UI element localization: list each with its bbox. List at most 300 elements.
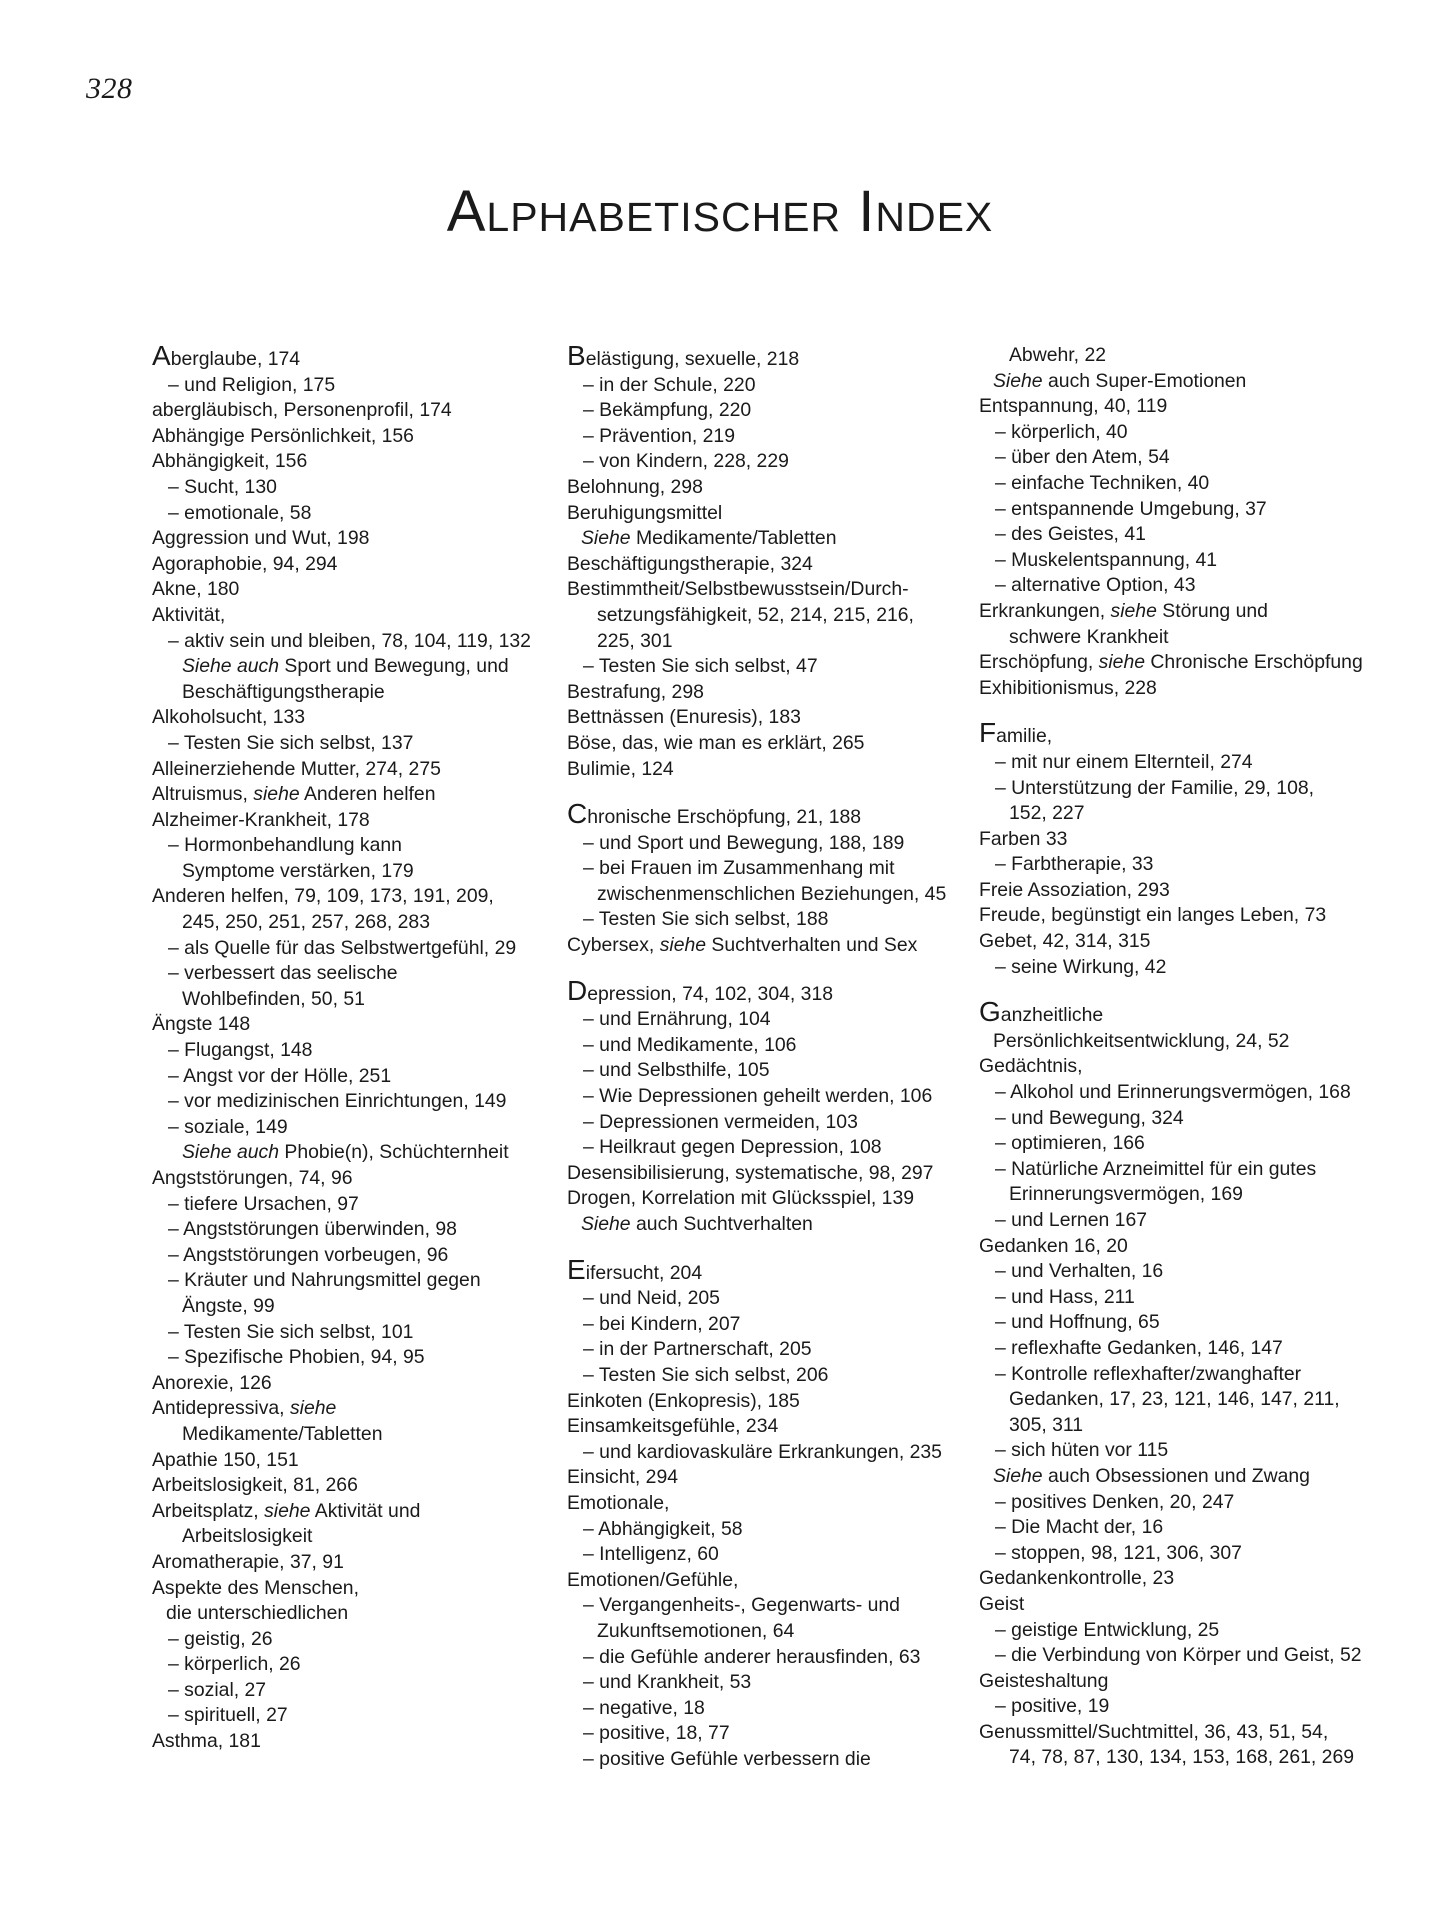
index-subentry (979, 1643, 1362, 1669)
entry-text: – in der Partnerschaft, 205 (583, 1338, 812, 1361)
index-entry (979, 1234, 1354, 1260)
index-subentry (979, 1259, 1354, 1285)
entry-text: – körperlich, 26 (168, 1653, 301, 1676)
page-number: 328 (86, 72, 133, 105)
entry-text: – und kardiovaskuläre Erkrankungen, 235 (583, 1440, 942, 1463)
index-subentry (567, 907, 942, 933)
entry-text: – Testen Sie sich selbst, 137 (168, 731, 414, 754)
index-entry (152, 398, 527, 424)
entry-text: – Sucht, 130 (168, 475, 277, 498)
entry-text: – optimieren, 166 (995, 1132, 1145, 1155)
entry-text: – Angststörungen vorbeugen, 96 (168, 1243, 449, 1266)
index-subentry (152, 373, 527, 399)
index-subentry (979, 445, 1354, 471)
index-subentry (979, 852, 1354, 878)
entry-text: Erinnerungsvermögen, 169 (1009, 1183, 1243, 1206)
entry-text: – Hormonbehandlung kann (168, 834, 402, 857)
entry-text: Abwehr, 22 (1009, 344, 1107, 366)
index-entry (152, 884, 527, 910)
cross-reference-label: Siehe auch (182, 655, 280, 678)
entry-text: – als Quelle für das Selbstwertgefühl, 29 (168, 936, 517, 959)
entry-text: Anderen helfen, 79, 109, 173, 191, 209, (152, 885, 494, 908)
entry-text: ifersucht, 204 (585, 1261, 703, 1284)
entry-text: Beruhigungsmittel (567, 501, 723, 524)
entry-text: – Testen Sie sich selbst, 188 (583, 908, 829, 931)
index-subentry (567, 1084, 942, 1110)
entry-text: – von Kindern, 228, 229 (583, 450, 789, 473)
entry-text: – Angst vor der Hölle, 251 (168, 1064, 392, 1087)
index-subentry (152, 833, 527, 859)
entry-text: – Prävention, 219 (583, 424, 736, 447)
entry-text: – spirituell, 27 (168, 1704, 288, 1727)
index-entry (152, 340, 527, 373)
index-subentry (979, 1618, 1354, 1644)
entry-text: – und Hoffnung, 65 (995, 1311, 1160, 1334)
entry-text: Emotionale, (567, 1491, 670, 1514)
index-entry (979, 599, 1354, 625)
index-entry (567, 1619, 942, 1645)
entry-text: 74, 78, 87, 130, 134, 153, 168, 261, 269 (1009, 1746, 1355, 1769)
index-entry (152, 603, 527, 629)
index-entry (567, 1253, 942, 1287)
index-subentry (567, 398, 942, 424)
cross-reference-label: siehe (1098, 651, 1146, 674)
index-subentry (567, 1007, 942, 1033)
index-entry (567, 340, 942, 373)
index-subentry (567, 1286, 942, 1312)
index-entry (152, 1550, 527, 1576)
index-subentry (152, 1064, 527, 1090)
entry-text: – geistig, 26 (168, 1627, 273, 1650)
index-subentry (979, 1106, 1354, 1132)
index-entry (979, 996, 1354, 1029)
index-subentry (152, 961, 527, 987)
index-entry (979, 1592, 1354, 1618)
entry-text: Desensibilisierung, systematische, 98, 297 (567, 1161, 934, 1184)
index-subentry (152, 629, 531, 655)
entry-text: Drogen, Korrelation mit Glücksspiel, 139 (567, 1187, 915, 1210)
index-subentry (152, 1089, 527, 1115)
entry-text: Geist (979, 1592, 1025, 1615)
entry-text: – positive, 18, 77 (583, 1722, 730, 1745)
index-entry (567, 757, 942, 783)
index-subentry (567, 856, 942, 882)
index-subentry (567, 1542, 942, 1568)
entry-text: – Kontrolle reflexhafter/zwanghafter (995, 1362, 1302, 1385)
index-entry (567, 577, 942, 603)
index-entry (152, 757, 527, 783)
index-entry (567, 475, 942, 501)
entry-text: amilie, (996, 725, 1053, 748)
entry-text: – und Lernen 167 (995, 1209, 1148, 1231)
index-subentry (567, 1517, 942, 1543)
entry-text: Wohlbefinden, 50, 51 (182, 987, 365, 1010)
index-subentry (567, 1721, 942, 1747)
entry-text: schwere Krankheit (1009, 625, 1169, 648)
index-subentry (979, 1310, 1354, 1336)
entry-text: elästigung, sexuelle, 218 (585, 348, 800, 370)
index-entry (152, 1294, 527, 1320)
index-subentry (979, 471, 1354, 497)
entry-text: – und Ernährung, 104 (583, 1008, 771, 1031)
entry-text: hronische Erschöpfung, 21, 188 (587, 806, 862, 829)
index-entry (567, 1465, 942, 1491)
entry-text: setzungsfähigkeit, 52, 214, 215, 216, (597, 603, 914, 626)
index-subentry (152, 1038, 527, 1064)
entry-text: Gedanken, 17, 23, 121, 146, 147, 211, (1009, 1388, 1340, 1411)
entry-text: – bei Frauen im Zusammenhang mit (583, 857, 895, 880)
index-subentry (567, 1440, 942, 1466)
index-subentry (979, 522, 1354, 548)
index-subentry (567, 1593, 942, 1619)
index-subentry (152, 1268, 527, 1294)
entry-text: – positive Gefühle verbessern die (583, 1747, 871, 1770)
index-entry (567, 1186, 942, 1212)
index-entry (567, 1568, 942, 1594)
entry-text: Gedanken 16, 20 (979, 1234, 1128, 1257)
entry-text: Bestrafung, 298 (567, 680, 704, 703)
index-subentry (567, 831, 942, 857)
entry-text: Alzheimer-Krankheit, 178 (152, 808, 370, 831)
index-entry (152, 526, 527, 552)
index-subentry (152, 1678, 527, 1704)
index-entry (979, 1029, 1354, 1055)
section-initial: A (152, 340, 171, 371)
entry-text: Altruismus, (152, 783, 254, 806)
index-subentry (152, 731, 527, 757)
index-entry (567, 798, 942, 831)
index-subentry (979, 573, 1354, 599)
index-subentry (152, 1627, 527, 1653)
page-title: Alphabetischer Index (446, 179, 994, 244)
index-entry (152, 1499, 527, 1525)
entry-text: – Alkohol und Erinnerungsvermögen, 168 (995, 1081, 1351, 1104)
entry-text: Anderen helfen (299, 783, 436, 806)
entry-text: – über den Atem, 54 (995, 446, 1170, 469)
index-column-1 (152, 340, 531, 1755)
entry-text: – körperlich, 40 (995, 420, 1128, 443)
entry-text: Aktivität, (152, 603, 226, 626)
entry-text: epression, 74, 102, 304, 318 (587, 982, 834, 1005)
index-subentry (979, 1131, 1354, 1157)
index-subentry (567, 373, 942, 399)
entry-text: Zukunftsemotionen, 64 (597, 1619, 795, 1642)
index-entry (152, 705, 527, 731)
section-initial: G (979, 996, 1001, 1028)
entry-text: Aktivität und (310, 1499, 421, 1522)
index-subentry (567, 1312, 942, 1338)
entry-text: Alleinerziehende Mutter, 274, 275 (152, 757, 441, 780)
index-subentry (567, 1645, 942, 1671)
index-entry (567, 552, 942, 578)
index-subentry (567, 1033, 942, 1059)
index-subentry (979, 776, 1354, 802)
entry-text: – des Geistes, 41 (995, 523, 1146, 546)
entry-text: – die Verbindung von Körper und Geist, 52 (995, 1644, 1362, 1667)
entry-text: Phobie(n), Schüchternheit (279, 1141, 509, 1164)
index-subentry (152, 475, 527, 501)
index-subentry (979, 1336, 1354, 1362)
entry-text: – und Selbsthilfe, 105 (583, 1059, 770, 1082)
index-subentry (152, 1192, 527, 1218)
cross-reference-label: Siehe auch (182, 1141, 280, 1164)
index-entry (979, 929, 1354, 955)
index-subentry (152, 1217, 527, 1243)
cross-reference-label: Siehe (581, 527, 631, 550)
entry-text: Beschäftigungstherapie, 324 (567, 552, 813, 575)
entry-text: Angststörungen, 74, 96 (152, 1167, 353, 1189)
entry-text: – und Bewegung, 324 (995, 1106, 1184, 1129)
entry-text: Farben 33 (979, 827, 1068, 850)
entry-text: – tiefere Ursachen, 97 (168, 1192, 359, 1215)
index-subentry (567, 449, 942, 475)
entry-text: – geistige Entwicklung, 25 (995, 1618, 1220, 1641)
entry-text: – reflexhafte Gedanken, 146, 147 (995, 1336, 1283, 1359)
index-entry (979, 369, 1354, 395)
index-entry (152, 1448, 527, 1474)
entry-text: Symptome verstärken, 179 (182, 859, 414, 882)
entry-text: Apathie 150, 151 (152, 1448, 299, 1471)
entry-text: Ängste, 99 (182, 1294, 275, 1317)
index-entry (567, 731, 942, 757)
index-subentry (567, 1696, 942, 1722)
entry-text: Bettnässen (Enuresis), 183 (567, 706, 801, 729)
entry-text: – und Krankheit, 53 (583, 1671, 752, 1694)
index-subentry (152, 1243, 527, 1269)
entry-text: Aromatherapie, 37, 91 (152, 1550, 344, 1573)
entry-text: – die Gefühle anderer herausfinden, 63 (583, 1645, 921, 1668)
index-column-3 (979, 343, 1363, 1771)
index-subentry (567, 1058, 942, 1084)
entry-text: Erschöpfung, (979, 651, 1099, 674)
index-entry (979, 903, 1354, 929)
entry-text: – mit nur einem Elternteil, 274 (995, 750, 1253, 773)
entry-text: – Spezifische Phobien, 94, 95 (168, 1346, 425, 1369)
entry-text: – vor medizinischen Einrichtungen, 149 (168, 1090, 507, 1113)
entry-text: Arbeitsplatz, (152, 1499, 265, 1522)
index-subentry (979, 955, 1354, 981)
entry-text: auch Suchtverhalten (630, 1213, 813, 1235)
index-subentry (152, 501, 527, 527)
index-entry (979, 625, 1354, 651)
cross-reference-label: siehe (289, 1397, 337, 1420)
index-entry (979, 878, 1354, 904)
entry-text: Asthma, 181 (152, 1730, 261, 1753)
index-entry (152, 424, 527, 450)
entry-text: abergläubisch, Personenprofil, 174 (152, 399, 452, 422)
index-entry (152, 782, 527, 808)
entry-text: Aggression und Wut, 198 (152, 527, 370, 550)
entry-text: – aktiv sein und bleiben, 78, 104, 119, 132 (168, 629, 531, 652)
index-subentry (152, 1652, 527, 1678)
index-entry (152, 987, 527, 1013)
entry-text: – Testen Sie sich selbst, 47 (583, 655, 818, 678)
entry-text: Bulimie, 124 (567, 757, 674, 780)
index-subentry (567, 654, 942, 680)
index-subentry (979, 1438, 1354, 1464)
index-subentry (979, 1080, 1354, 1106)
entry-text: Medikamente/Tabletten (630, 527, 837, 550)
index-entry (567, 1212, 942, 1238)
index-entry (979, 717, 1354, 750)
entry-text: – Depressionen vermeiden, 103 (583, 1110, 858, 1133)
index-entry (152, 1473, 527, 1499)
index-subentry (152, 1345, 527, 1371)
entry-text: Erkrankungen, (979, 599, 1111, 622)
index-subentry (979, 420, 1354, 446)
index-subentry (979, 1490, 1354, 1516)
index-subentry (979, 1694, 1354, 1720)
index-subentry (567, 1363, 942, 1389)
entry-text: Antidepressiva, (152, 1397, 290, 1420)
index-entry (979, 650, 1363, 676)
index-entry (152, 552, 527, 578)
entry-text: Akne, 180 (152, 578, 240, 601)
entry-text: – Intelligenz, 60 (583, 1543, 719, 1566)
entry-text: – positive, 19 (995, 1695, 1110, 1718)
index-entry (152, 808, 527, 834)
index-entry (979, 801, 1354, 827)
entry-text: – und Medikamente, 106 (583, 1033, 797, 1056)
index-subentry (979, 1541, 1354, 1567)
index-entry (979, 1387, 1354, 1413)
entry-text: Abhängigkeit, 156 (152, 450, 308, 473)
entry-text: – in der Schule, 220 (583, 373, 756, 396)
entry-text: – seine Wirkung, 42 (995, 955, 1167, 978)
entry-text: anzheitliche (1000, 1004, 1104, 1027)
index-subentry (567, 1135, 942, 1161)
entry-text: zwischenmenschlichen Beziehungen, 45 (597, 882, 947, 905)
index-subentry (567, 1337, 942, 1363)
cross-reference-label: Siehe (993, 369, 1043, 392)
index-subentry (979, 497, 1354, 523)
entry-text: – Heilkraut gegen Depression, 108 (583, 1136, 882, 1159)
index-entry (979, 394, 1354, 420)
entry-text: Einsicht, 294 (567, 1466, 679, 1489)
index-subentry (152, 1703, 527, 1729)
index-column-2 (567, 340, 947, 1772)
entry-text: – und Verhalten, 16 (995, 1260, 1164, 1283)
cross-reference-label: siehe (659, 934, 707, 957)
entry-text: auch Super-Emotionen (1042, 369, 1247, 392)
entry-text: – Angststörungen überwinden, 98 (168, 1218, 457, 1241)
entry-text: Exhibitionismus, 228 (979, 676, 1157, 699)
section-initial: E (567, 1253, 586, 1285)
entry-text: – entspannende Umgebung, 37 (995, 497, 1267, 520)
index-subentry (979, 1208, 1354, 1234)
index-entry (567, 526, 942, 552)
entry-text: – emotionale, 58 (168, 501, 312, 524)
cross-reference-label: siehe (1110, 599, 1157, 622)
index-entry (152, 654, 527, 680)
index-subentry (979, 1285, 1354, 1311)
entry-text: – Vergangenheits-, Gegenwarts- und (583, 1594, 900, 1617)
index-entry (567, 933, 942, 959)
entry-text: Arbeitslosigkeit, 81, 266 (152, 1474, 358, 1497)
entry-text: 245, 250, 251, 257, 268, 283 (182, 911, 430, 934)
entry-text: Bestimmtheit/Selbstbewusstsein/Durch- (567, 578, 909, 601)
index-subentry (152, 1115, 527, 1141)
entry-text: – Unterstützung der Familie, 29, 108, (995, 776, 1315, 799)
entry-text: – Abhängigkeit, 58 (583, 1517, 743, 1540)
entry-text: – Testen Sie sich selbst, 101 (168, 1320, 414, 1343)
entry-text: Cybersex, (567, 934, 660, 957)
index-entry (152, 577, 527, 603)
index-entry (152, 1524, 527, 1550)
entry-text: – bei Kindern, 207 (583, 1312, 741, 1335)
entry-text: Freie Assoziation, 293 (979, 878, 1170, 901)
index-entry (567, 1389, 942, 1415)
index-entry (567, 1414, 942, 1440)
entry-text: – und Religion, 175 (168, 373, 336, 396)
index-entry (152, 1729, 527, 1755)
index-entry (567, 603, 942, 629)
index-subentry (979, 750, 1354, 776)
entry-text: Arbeitslosigkeit (182, 1525, 313, 1548)
index-subentry (979, 548, 1354, 574)
entry-text: Gedankenkontrolle, 23 (979, 1567, 1175, 1590)
entry-text: Belohnung, 298 (567, 475, 703, 498)
entry-text: – sozial, 27 (168, 1678, 267, 1701)
entry-text: – und Hass, 211 (995, 1285, 1135, 1308)
entry-text: – positives Denken, 20, 247 (995, 1490, 1235, 1513)
index-entry (152, 1140, 527, 1166)
entry-text: Gebet, 42, 314, 315 (979, 930, 1151, 953)
index-entry (979, 1745, 1354, 1771)
index-entry (979, 1413, 1354, 1439)
index-entry (979, 1669, 1354, 1695)
entry-text: – soziale, 149 (168, 1115, 288, 1138)
entry-text: – Bekämpfung, 220 (583, 399, 752, 422)
index-subentry (152, 1320, 527, 1346)
cross-reference-label: Siehe (581, 1213, 631, 1235)
entry-text: Suchtverhalten und Sex (706, 934, 918, 957)
entry-text: Genussmittel/Suchtmittel, 36, 43, 51, 54, (979, 1720, 1329, 1743)
index-entry (567, 680, 942, 706)
index-subentry (567, 1670, 942, 1696)
entry-text: Einkoten (Enkopresis), 185 (567, 1389, 800, 1412)
cross-reference-label: Siehe (993, 1464, 1043, 1487)
index-entry (979, 827, 1354, 853)
entry-text: Störung und (1156, 599, 1268, 622)
index-entry (152, 1012, 527, 1038)
entry-text: berglaube, 174 (170, 348, 301, 370)
entry-text: – Farbtherapie, 33 (995, 853, 1154, 876)
index-entry (152, 1601, 527, 1627)
section-initial: B (567, 340, 586, 371)
entry-text: – alternative Option, 43 (995, 574, 1196, 597)
entry-text: Beschäftigungstherapie (182, 680, 385, 703)
index-entry (979, 1566, 1354, 1592)
cross-reference-label: siehe (264, 1499, 311, 1522)
index-entry (152, 1396, 527, 1422)
index-entry (567, 629, 942, 655)
index-entry (979, 1720, 1354, 1746)
entry-text: Aspekte des Menschen, (152, 1576, 359, 1599)
cross-reference-label: siehe (253, 783, 300, 806)
entry-text: Gedächtnis, (979, 1055, 1083, 1078)
entry-text: – verbessert das seelische (168, 962, 398, 985)
entry-text: Alkoholsucht, 133 (152, 706, 306, 729)
entry-text: Entspannung, 40, 119 (979, 395, 1168, 418)
entry-text: – Testen Sie sich selbst, 206 (583, 1363, 829, 1386)
index-entry (567, 1491, 942, 1517)
section-initial: C (567, 798, 588, 830)
entry-text: – sich hüten vor 115 (995, 1439, 1169, 1462)
index-entry (567, 1161, 942, 1187)
entry-text: – stoppen, 98, 121, 306, 307 (995, 1541, 1242, 1564)
index-entry (152, 1422, 527, 1448)
